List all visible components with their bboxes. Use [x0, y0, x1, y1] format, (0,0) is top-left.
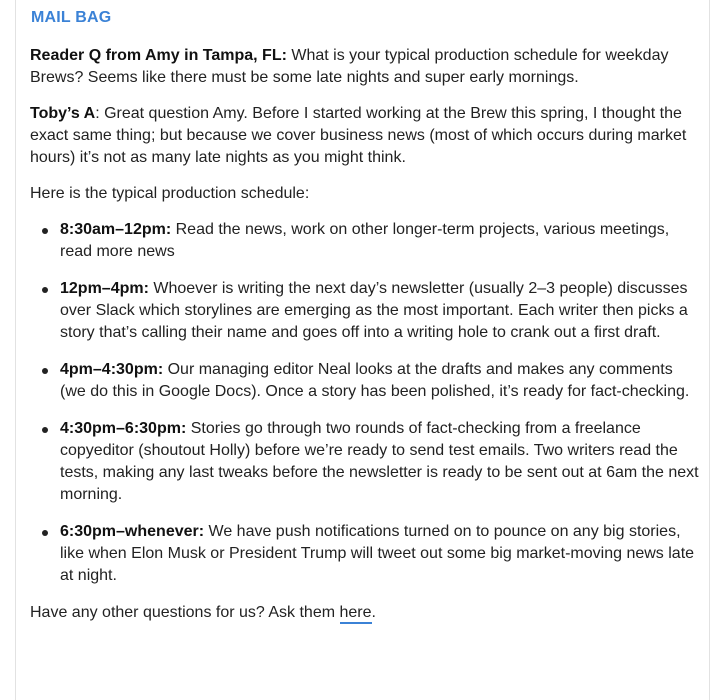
- schedule-item: [60, 219, 700, 263]
- schedule-item: [60, 418, 700, 506]
- schedule-text: Stories go through two rounds of fact-checking from a freelance copyeditor (shoutout Holly) before we’re ready to send test emails. Two writers read the tests, making any last tweaks before the newsletter is ready to be sent out at 6am the next morning.: [60, 420, 699, 503]
- section-content: [30, 45, 700, 638]
- schedule-item: [60, 359, 700, 403]
- answer-paragraph: [30, 103, 700, 169]
- closing-text: Have any other questions for us? Ask them: [30, 604, 340, 621]
- section-title: MAIL BAG: [31, 9, 112, 26]
- bullet-icon: [42, 287, 48, 293]
- bullet-icon: [42, 228, 48, 234]
- schedule-text: Whoever is writing the next day’s newsletter (usually 2–3 people) discusses over Slack which storylines are emerging as the most important. Each writer then picks a story that’s calling their name and goes off into a writing hole to crank out a first draft.: [60, 280, 688, 341]
- schedule-intro: Here is the typical production schedule:: [30, 185, 310, 202]
- answer-label: Toby’s A: [30, 105, 96, 122]
- ask-here-link[interactable]: here: [340, 604, 372, 624]
- schedule-time: 8:30am–12pm:: [60, 221, 172, 238]
- question-label: Reader Q from Amy in Tampa, FL:: [30, 47, 287, 64]
- closing-end: .: [371, 604, 376, 621]
- schedule-text: Read the news, work on other longer-term projects, various meetings, read more news: [60, 221, 670, 260]
- closing-line: [30, 602, 700, 624]
- schedule-time: 6:30pm–whenever:: [60, 523, 205, 540]
- schedule-time: 4:30pm–6:30pm:: [60, 420, 187, 437]
- bullet-icon: [42, 530, 48, 536]
- schedule-time: 12pm–4pm:: [60, 280, 149, 297]
- bullet-icon: [42, 368, 48, 374]
- bullet-icon: [42, 427, 48, 433]
- schedule-list: [30, 219, 700, 587]
- reader-question: [30, 45, 700, 89]
- schedule-time: 4pm–4:30pm:: [60, 361, 164, 378]
- schedule-item: [60, 278, 700, 344]
- schedule-item: [60, 521, 700, 587]
- answer-text: : Great question Amy. Before I started working at the Brew this spring, I thought the exact same thing; but because we cover business news (most of which occurs during market hours) it’s not as many late nights as you might think.: [30, 105, 687, 166]
- question-text: What is your typical production schedule for weekday Brews? Seems like there must be some late nights and super early mornings.: [30, 47, 669, 86]
- schedule-text: Our managing editor Neal looks at the drafts and makes any comments (we do this in Google Docs). Once a story has been polished, it’s ready for fact-checking.: [60, 361, 690, 400]
- schedule-text: We have push notifications turned on to pounce on any big stories, like when Elon Musk or President Trump will tweet out some big market-moving news late at night.: [60, 523, 695, 584]
